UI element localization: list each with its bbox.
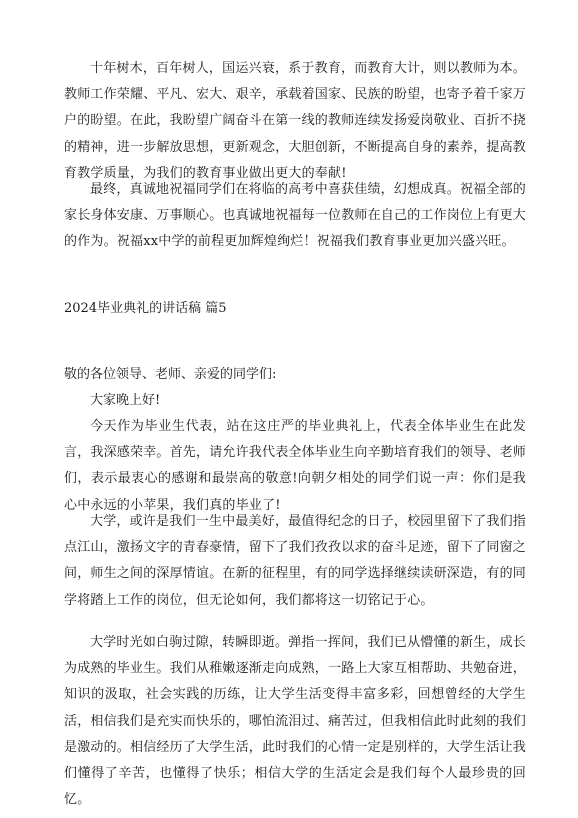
body-paragraph-1: 今天作为毕业生代表，站在这庄严的毕业典礼上，代表全体毕业生在此发言，我深感荣幸。首先，请允许我代表全体毕业生向辛勤培育我们的领导、老师们，表示最衷心的感谢和最崇高的敬意!向朝夕相处的同学们说一声：你们是我心中永远的小苹果，我们真的毕业了! (64, 419, 527, 513)
body-paragraph-3: 大学时光如白驹过隙，转瞬即逝。弹指一挥间，我们已从懵懂的新生，成长为成熟的毕业生。我们从稚嫩逐渐走向成熟，一路上大家互相帮助、共勉奋进，知识的汲取，社会实践的历练，让大学生活变得丰富多彩，回想曾经的大学生活，相信我们是充实而快乐的，哪怕流泪过、痛苦过，但我相信此时此刻的我们是激动的。相信经历了大学生活，此时我们的心情一定是别样的，大学生活让我们懂得了辛苦，也懂得了快乐；相信大学的生活定会是我们每个人最珍贵的回忆。 (64, 635, 527, 808)
greeting: 大家晚上好! (90, 393, 161, 408)
salutation: 敬的各位领导、老师、亲爱的同学们: (64, 367, 277, 382)
section-title: 2024毕业典礼的讲话稿 篇5 (64, 301, 227, 316)
body-paragraph-2: 大学，或许是我们一生中最美好，最值得纪念的日子，校园里留下了我们指点江山，激扬文字的青春豪情，留下了我们孜孜以求的奋斗足迹，留下了同窗之间，师生之间的深厚情谊。在新的征程里，有的同学选择继续读研深造，有的同学将踏上工作的岗位，但无论如何，我们都将这一切铭记于心。 (64, 514, 527, 608)
intro-paragraph-1: 十年树木，百年树人，国运兴衰，系于教育，而教育大计，则以教师为本。教师工作荣耀、平凡、宏大、艰辛，承载着国家、民族的盼望，也寄予着千家万户的盼望。在此，我盼望广阔奋斗在第一线的教师连续发扬爱岗敬业、百折不挠的精神，进一步解放思想，更新观念，大胆创新，不断提高自身的素养，提高教育教学质量，为我们的教育事业做出更大的奉献! (64, 61, 527, 181)
intro-paragraph-2: 最终，真诚地祝福同学们在将临的高考中喜获佳绩，幻想成真。祝福全部的家长身体安康、万事顺心。也真诚地祝福每一位教师在自己的工作岗位上有更大的作为。祝福xx中学的前程更加辉煌绚烂！祝福我们教育事业更加兴盛兴旺。 (64, 182, 527, 250)
